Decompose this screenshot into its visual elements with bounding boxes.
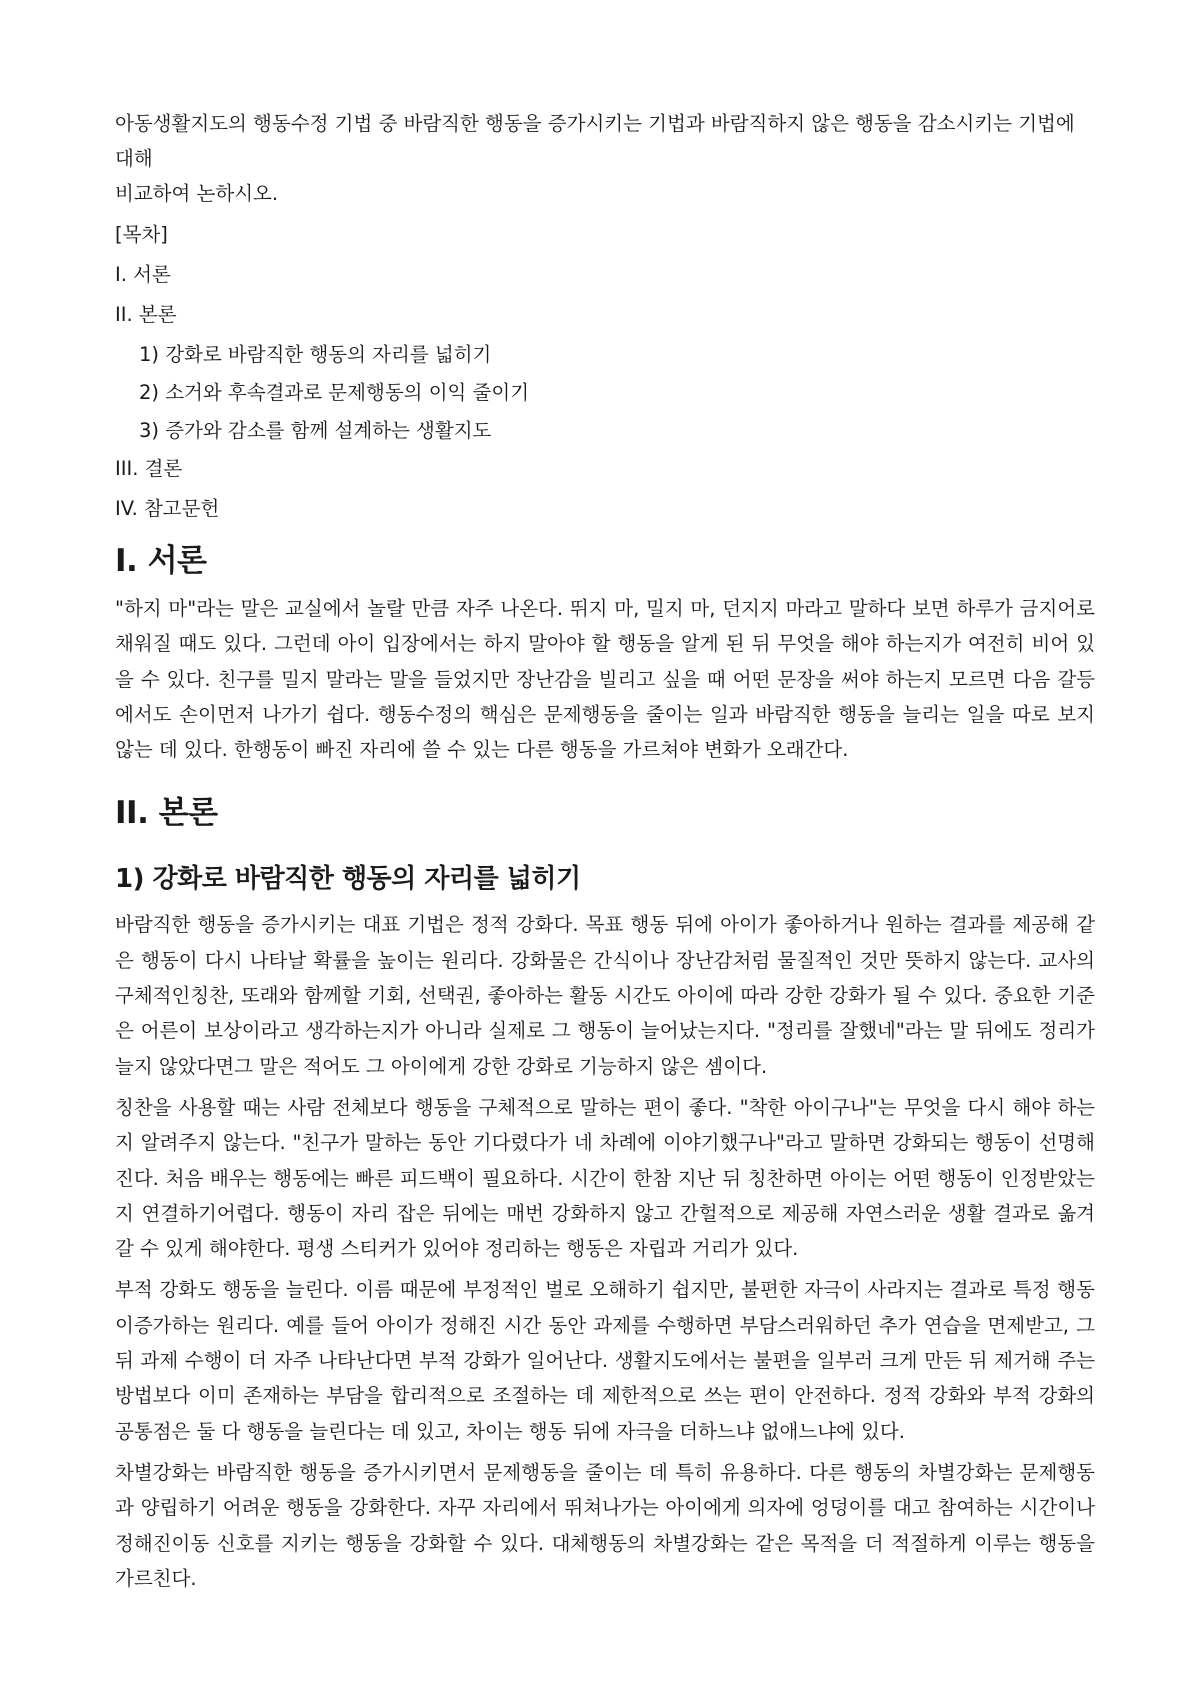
text-line: 려주지 않는다. "친구가 말하는 동안 기다렸다가 네 차례에 이야기했구나"라고 말하면 강화되는 행동이 선명해진다. 처	[115, 1131, 1095, 1190]
text-line: 차별강화는 바람직한 행동을 증가시키면서 문제행동을 줄이는 데 특히 유용하다. 다른 행동의 차별강화는 문제행동과 양	[115, 1460, 1095, 1520]
text-line: 바람직한 행동을 증가시키는 대표 기법은 정적 강화다. 목표 행동 뒤에 아이가 좋아하거나 원하는 결과를 제공해 같은 행	[115, 913, 1095, 972]
toc-item-intro: I. 서론	[115, 263, 171, 286]
toc-item-conclusion: III. 결론	[115, 457, 183, 480]
body-paragraph	[115, 1090, 1095, 1266]
text-line: 증가하는 원리다. 예를 들어 아이가 정해진 시간 동안 과제를 수행하면 부담스러워하던 추가 연습을 면제받고, 그 뒤 과	[115, 1313, 1095, 1373]
text-line: "하지 마"라는 말은 교실에서 놀랄 만큼 자주 나온다. 뛰지 마, 밀지 마, 던지지 마라고 말하다 보면 하루가 금지어로 채워	[115, 597, 1095, 656]
text-line: 다. 친구를 밀지 말라는 말을 들었지만 장난감을 빌리고 싶을 때 어떤 문장을 써야 하는지 모르면 다음 갈등에서도 손이	[115, 667, 1095, 726]
text-line: 질 때도 있다. 그런데 아이 입장에서는 하지 말아야 할 행동을 알게 된 뒤 무엇을 해야 하는지가 여전히 비어 있을 수 있	[115, 632, 1095, 691]
text-line: 먼저 나가기 쉽다. 행동수정의 핵심은 문제행동을 줄이는 일과 바람직한 행동을 늘리는 일을 따로 보지 않는 데 있다. 한	[115, 702, 1095, 762]
toc-item-body-1: 1) 강화로 바람직한 행동의 자리를 넓히기	[139, 343, 492, 366]
table-of-contents	[115, 223, 1095, 521]
text-line: 음 배우는 행동에는 빠른 피드백이 필요하다. 시간이 한참 지난 뒤 칭찬하면 아이는 어떤 행동이 인정받았는지 연결하기	[115, 1166, 1095, 1225]
text-line: 그 말은 적어도 그 아이에게 강한 강화로 기능하지 않은 셈이다.	[234, 1054, 768, 1078]
text-line: 어렵다. 행동이 자리 잡은 뒤에는 매번 강화하지 않고 간헐적으로 제공해 자연스러운 생활 결과로 옮겨 갈 수 있게 해야	[115, 1201, 1095, 1261]
text-line: 립하기 어려운 행동을 강화한다. 자꾸 자리에서 뛰쳐나가는 아이에게 의자에 엉덩이를 대고 참여하는 시간이나 정해진	[115, 1496, 1095, 1555]
text-line: 칭찬을 사용할 때는 사람 전체보다 행동을 구체적으로 말하는 편이 좋다. "착한 아이구나"는 무엇을 다시 해야 하는지 알	[115, 1095, 1095, 1155]
prompt-line: 비교하여 논하시오.	[115, 182, 279, 205]
section-title-intro: I. 서론	[115, 543, 207, 579]
text-line: 이미 존재하는 부담을 합리적으로 조절하는 데 제한적으로 쓰는 편이 안전하다. 정적 강화와 부적 강화의 공통점은 둘 다	[115, 1384, 1095, 1443]
subsection-title-1: 1) 강화로 바람직한 행동의 자리를 넓히기	[115, 864, 581, 895]
prompt-line: 아동생활지도의 행동수정 기법 중 바람직한 행동을 증가시키는 기법과 바람직하지 않은 행동을 감소시키는 기법에 대해	[115, 112, 1075, 170]
text-line: 동이 다시 나타날 확률을 높이는 원리다. 강화물은 간식이나 장난감처럼 물질적인 것만 뜻하지 않는다. 교사의 구체적인	[115, 948, 1096, 1008]
body-paragraph	[115, 1455, 1095, 1596]
text-line: 칭찬, 또래와 함께할 기회, 선택권, 좋아하는 활동 시간도 아이에 따라 강한 강화가 될 수 있다. 중요한 기준은 어른이 보	[115, 984, 1095, 1043]
toc-item-references: IV. 참고문헌	[115, 497, 220, 520]
text-line: 부적 강화도 행동을 늘린다. 이름 때문에 부정적인 벌로 오해하기 쉽지만, 불편한 자극이 사라지는 결과로 특정 행동이	[115, 1278, 1095, 1337]
toc-item-body: II. 본론	[115, 303, 177, 326]
assignment-prompt	[115, 106, 1095, 211]
text-line: 행동이 빠진 자리에 쓸 수 있는 다른 행동을 가르쳐야 변화가 오래간다.	[252, 738, 849, 762]
toc-item-body-2: 2) 소거와 후속결과로 문제행동의 이익 줄이기	[139, 381, 530, 404]
text-line: 이동 신호를 지키는 행동을 강화할 수 있다. 대체행동의 차별강화는 같은 목적을 더 적절하게 이루는 행동을 가르친다.	[115, 1531, 1095, 1590]
intro-paragraph	[115, 591, 1095, 767]
body-paragraph	[115, 1272, 1095, 1448]
text-line: 제 수행이 더 자주 나타난다면 부적 강화가 일어난다. 생활지도에서는 불편을 일부러 크게 만든 뒤 제거해 주는 방법보다	[115, 1349, 1095, 1408]
body-paragraph	[115, 907, 1095, 1083]
text-line: 한다. 평생 스티커가 있어야 정리하는 행동은 자립과 거리가 있다.	[246, 1237, 799, 1261]
toc-heading: [목차]	[115, 223, 168, 246]
text-line: 상이라고 생각하는지가 아니라 실제로 그 행동이 늘어났는지다. "정리를 잘했네"라는 말 뒤에도 정리가 늘지 않았다면	[115, 1019, 1095, 1078]
toc-item-body-3: 3) 증가와 감소를 함께 설계하는 생활지도	[139, 419, 492, 442]
text-line: 행동을 늘린다는 데 있고, 차이는 행동 뒤에 자극을 더하느냐 없애느냐에 있다.	[246, 1419, 905, 1443]
document-page	[115, 106, 1095, 1602]
section-title-body: II. 본론	[115, 795, 218, 832]
